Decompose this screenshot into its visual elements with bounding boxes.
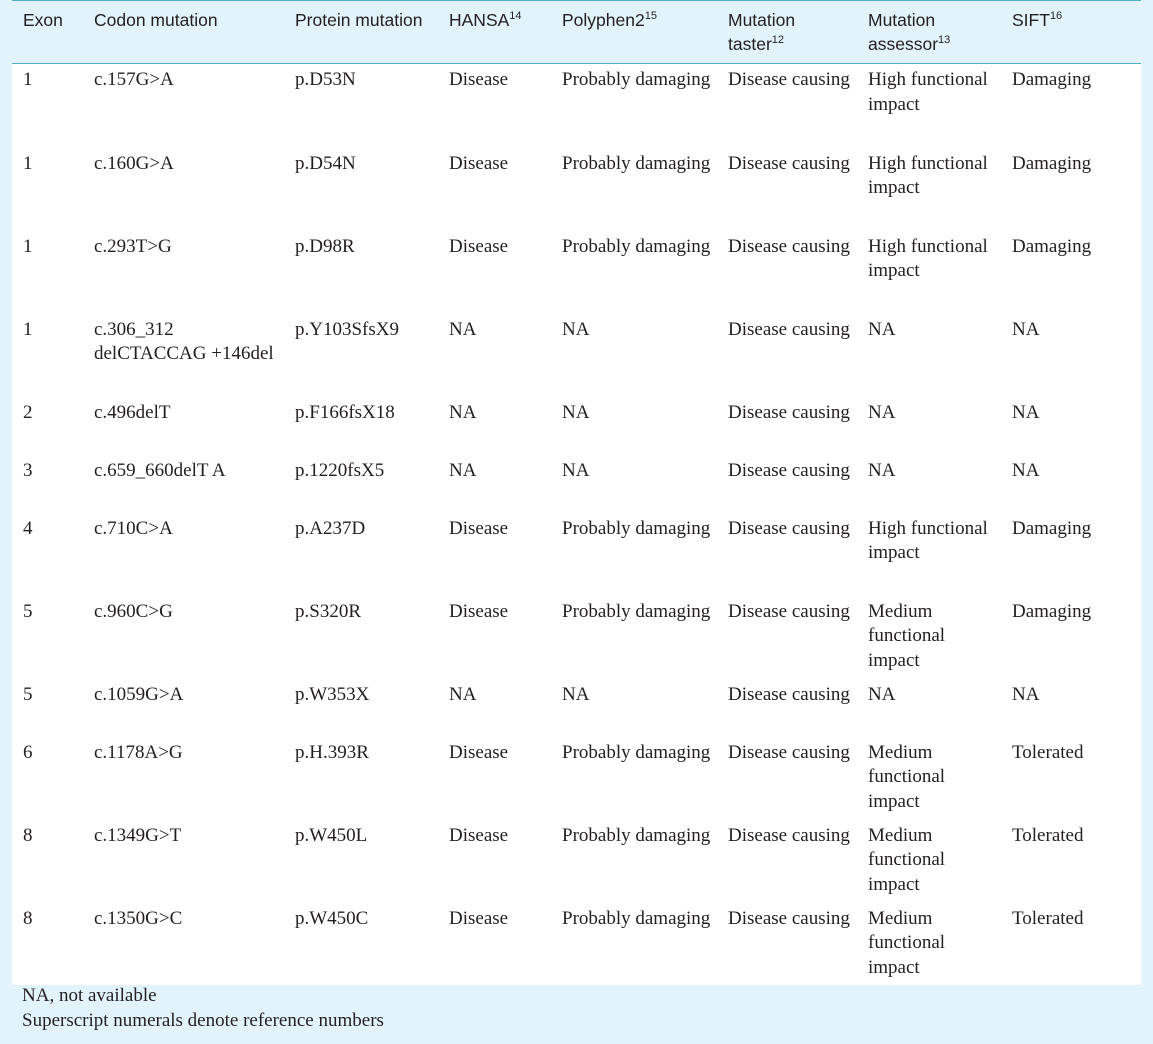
cell-taster: Disease causing: [728, 683, 850, 705]
cell-assessor: NA: [868, 459, 896, 481]
table-row: [12, 230, 1141, 313]
cell-polyphen: Probably damaging: [562, 907, 711, 929]
cell-sift: NA: [1012, 318, 1040, 340]
cell-taster: Disease causing: [728, 401, 850, 423]
cell-hansa: NA: [449, 318, 477, 340]
cell-codon: c.1350G>C: [94, 907, 183, 929]
cell-sift: Damaging: [1012, 69, 1092, 90]
cell-exon: 2: [23, 401, 33, 423]
cell-taster: Disease causing: [728, 907, 850, 929]
cell-polyphen: NA: [562, 401, 590, 423]
cell-codon: c.306_312 delCTACCAG +146del: [94, 318, 274, 364]
header-hansa: HANSA$^{14}$: [449, 10, 522, 30]
cell-codon: c.1349G>T: [94, 824, 182, 846]
cell-sift: Tolerated: [1012, 741, 1084, 763]
cell-codon: c.1178A>G: [94, 741, 183, 763]
cell-taster: Disease causing: [728, 459, 850, 481]
cell-exon: 1: [23, 318, 33, 340]
cell-polyphen: Probably damaging: [562, 824, 711, 846]
cell-hansa: Disease: [449, 69, 509, 90]
mutation-table-container: [12, 0, 1141, 985]
cell-taster: Disease causing: [728, 741, 850, 763]
cell-exon: 3: [23, 459, 33, 481]
cell-polyphen: Probably damaging: [562, 741, 711, 763]
table-row: [12, 64, 1141, 147]
cell-taster: Disease causing: [728, 600, 850, 622]
header-row: [12, 1, 1141, 64]
cell-polyphen: Probably damaging: [562, 152, 711, 174]
mutation-table: [12, 0, 1141, 985]
cell-protein: p.W450L: [295, 824, 368, 846]
cell-assessor: Medium functional impact: [868, 741, 946, 812]
footnote-superscript: Superscript numerals denote reference numbers: [22, 1009, 384, 1031]
table-row: [12, 454, 1141, 512]
cell-assessor: Medium functional impact: [868, 600, 946, 671]
table-footnotes: [22, 984, 384, 1033]
cell-protein: p.A237D: [295, 517, 366, 539]
cell-exon: 8: [23, 824, 33, 846]
cell-polyphen: Probably damaging: [562, 517, 711, 539]
table-row: [12, 902, 1141, 985]
cell-exon: 1: [23, 69, 33, 90]
header-mutation-taster: Mutation taster$^{12}$: [728, 10, 796, 54]
cell-protein: p.F166fsX18: [295, 401, 395, 423]
cell-assessor: Medium functional impact: [868, 824, 946, 895]
cell-sift: Damaging: [1012, 152, 1092, 174]
footnote-na: NA, not available: [22, 985, 157, 1006]
cell-polyphen: Probably damaging: [562, 600, 711, 622]
cell-assessor: High functional impact: [868, 235, 988, 281]
cell-taster: Disease causing: [728, 824, 850, 846]
cell-hansa: NA: [449, 459, 477, 481]
cell-exon: 5: [23, 600, 33, 622]
cell-polyphen: Probably damaging: [562, 235, 711, 257]
table-row: [12, 595, 1141, 678]
cell-exon: 1: [23, 235, 33, 257]
cell-assessor: High functional impact: [868, 69, 988, 115]
cell-protein: p.D98R: [295, 235, 355, 257]
cell-protein: p.D53N: [295, 69, 356, 90]
cell-hansa: NA: [449, 683, 477, 705]
cell-sift: Damaging: [1012, 235, 1092, 257]
cell-polyphen: NA: [562, 683, 590, 705]
cell-sift: NA: [1012, 401, 1040, 423]
cell-assessor: NA: [868, 401, 896, 423]
cell-protein: p.D54N: [295, 152, 356, 174]
header-protein-mutation: Protein mutation: [295, 10, 423, 30]
cell-hansa: Disease: [449, 907, 509, 929]
cell-hansa: Disease: [449, 600, 509, 622]
cell-taster: Disease causing: [728, 69, 850, 90]
cell-hansa: NA: [449, 401, 477, 423]
cell-assessor: High functional impact: [868, 152, 988, 198]
table-row: [12, 396, 1141, 454]
cell-sift: Tolerated: [1012, 907, 1084, 929]
cell-sift: NA: [1012, 683, 1040, 705]
header-exon: Exon: [23, 10, 63, 30]
cell-hansa: Disease: [449, 235, 509, 257]
table-row: [12, 678, 1141, 736]
table-row: [12, 147, 1141, 230]
cell-taster: Disease causing: [728, 152, 850, 174]
cell-hansa: Disease: [449, 152, 509, 174]
cell-sift: Damaging: [1012, 600, 1092, 622]
cell-hansa: Disease: [449, 741, 509, 763]
cell-exon: 4: [23, 517, 33, 539]
header-codon-mutation: Codon mutation: [94, 10, 218, 30]
cell-taster: Disease causing: [728, 235, 850, 257]
cell-hansa: Disease: [449, 517, 509, 539]
header-mutation-assessor: Mutation assessor$^{13}$: [868, 10, 951, 54]
cell-protein: p.H.393R: [295, 741, 369, 763]
table-row: [12, 736, 1141, 819]
cell-assessor: NA: [868, 318, 896, 340]
cell-assessor: High functional impact: [868, 517, 988, 563]
cell-protein: p.W353X: [295, 683, 370, 705]
cell-codon: c.960C>G: [94, 600, 173, 622]
cell-exon: 8: [23, 907, 33, 929]
cell-protein: p.W450C: [295, 907, 369, 929]
cell-taster: Disease causing: [728, 318, 850, 340]
cell-assessor: NA: [868, 683, 896, 705]
cell-codon: c.710C>A: [94, 517, 173, 539]
table-body: [12, 64, 1141, 985]
cell-codon: c.659_660delT A: [94, 459, 226, 481]
cell-protein: p.Y103SfsX9: [295, 318, 399, 340]
cell-exon: 6: [23, 741, 33, 763]
cell-hansa: Disease: [449, 824, 509, 846]
cell-taster: Disease causing: [728, 517, 850, 539]
cell-polyphen: NA: [562, 318, 590, 340]
table-row: [12, 512, 1141, 595]
table-row: [12, 313, 1141, 396]
cell-exon: 1: [23, 152, 33, 174]
cell-protein: p.1220fsX5: [295, 459, 385, 481]
cell-sift: NA: [1012, 459, 1040, 481]
cell-codon: c.157G>A: [94, 69, 174, 90]
header-polyphen2: $Polyphen2^{15}$: [562, 10, 657, 30]
cell-codon: c.1059G>A: [94, 683, 184, 705]
cell-polyphen: Probably damaging: [562, 69, 711, 90]
table-row: [12, 819, 1141, 902]
cell-codon: c.160G>A: [94, 152, 174, 174]
header-sift: SIFT$^{16}$: [1012, 10, 1063, 30]
cell-polyphen: NA: [562, 459, 590, 481]
cell-exon: 5: [23, 683, 33, 705]
cell-sift: Tolerated: [1012, 824, 1084, 846]
cell-assessor: Medium functional impact: [868, 907, 946, 978]
cell-sift: Damaging: [1012, 517, 1092, 539]
cell-codon: c.496delT: [94, 401, 171, 423]
cell-codon: c.293T>G: [94, 235, 172, 257]
cell-protein: p.S320R: [295, 600, 361, 622]
